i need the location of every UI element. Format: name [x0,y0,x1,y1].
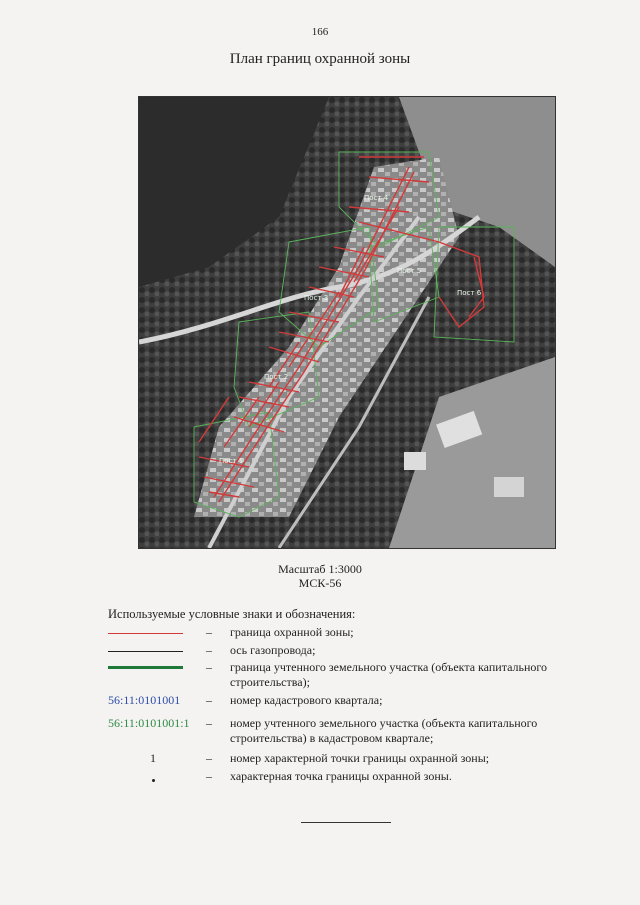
point-number-symbol: 1 [150,751,156,765]
legend-text: номер характерной точки границы охранной зоны; [230,751,490,765]
aerial-map [138,96,556,549]
black-line-symbol [108,651,183,652]
legend-item-land-plot-boundary [108,660,608,692]
scale-label: Масштаб 1:3000 [278,562,362,576]
dot-symbol [152,779,155,782]
legend-dash: – [206,769,212,783]
legend-item-protection-zone [108,625,608,641]
plot-label: Пост 1 [219,457,244,465]
legend-item-land-plot-number [108,716,608,748]
building [494,477,524,497]
map-canvas [139,97,555,548]
legend-item-cadastral-quarter [108,693,608,709]
building [404,452,426,470]
plot-label: Пост 4 [364,194,389,202]
plot-label: Пост 6 [457,289,482,297]
legend-dash: – [206,625,212,639]
legend-item-point-number [108,751,608,767]
legend-dash: – [206,660,212,674]
legend-dash: – [206,693,212,707]
legend-text: номер учтенного земельного участка (объекта капитального строительства) в кадастровом квартале; [230,716,538,745]
legend-dash: – [206,751,212,765]
land-plot-code: 56:11:0101001:1 [108,716,190,730]
legend-item-characteristic-point [108,769,608,789]
legend-text: ось газопровода; [230,643,316,657]
legend-text: характерная точка границы охранной зоны. [230,769,452,783]
legend-dash: – [206,643,212,657]
coordinate-system-label: МСК-56 [298,576,342,590]
plot-label: Пост 2 [264,373,289,381]
cadastral-quarter-code: 56:11:0101001 [108,693,181,707]
legend-text: граница учтенного земельного участка (объекта капитального строительства); [230,660,548,689]
bottom-rule [301,822,391,823]
legend-text: номер кадастрового квартала; [230,693,383,707]
plot-label: Пост 5 [397,267,422,275]
red-line-symbol [108,633,183,634]
legend-dash: – [206,716,212,730]
page-number: 166 [311,26,329,38]
legend-item-gas-pipeline-axis [108,643,608,659]
scale-block [0,562,640,590]
legend-heading: Используемые условные знаки и обозначения: [108,607,356,621]
page-title: План границ охранной зоны [229,51,411,67]
green-thick-line-symbol [108,666,183,669]
plot-label: Пост 3 [304,294,329,302]
legend-text: граница охранной зоны; [230,625,354,639]
